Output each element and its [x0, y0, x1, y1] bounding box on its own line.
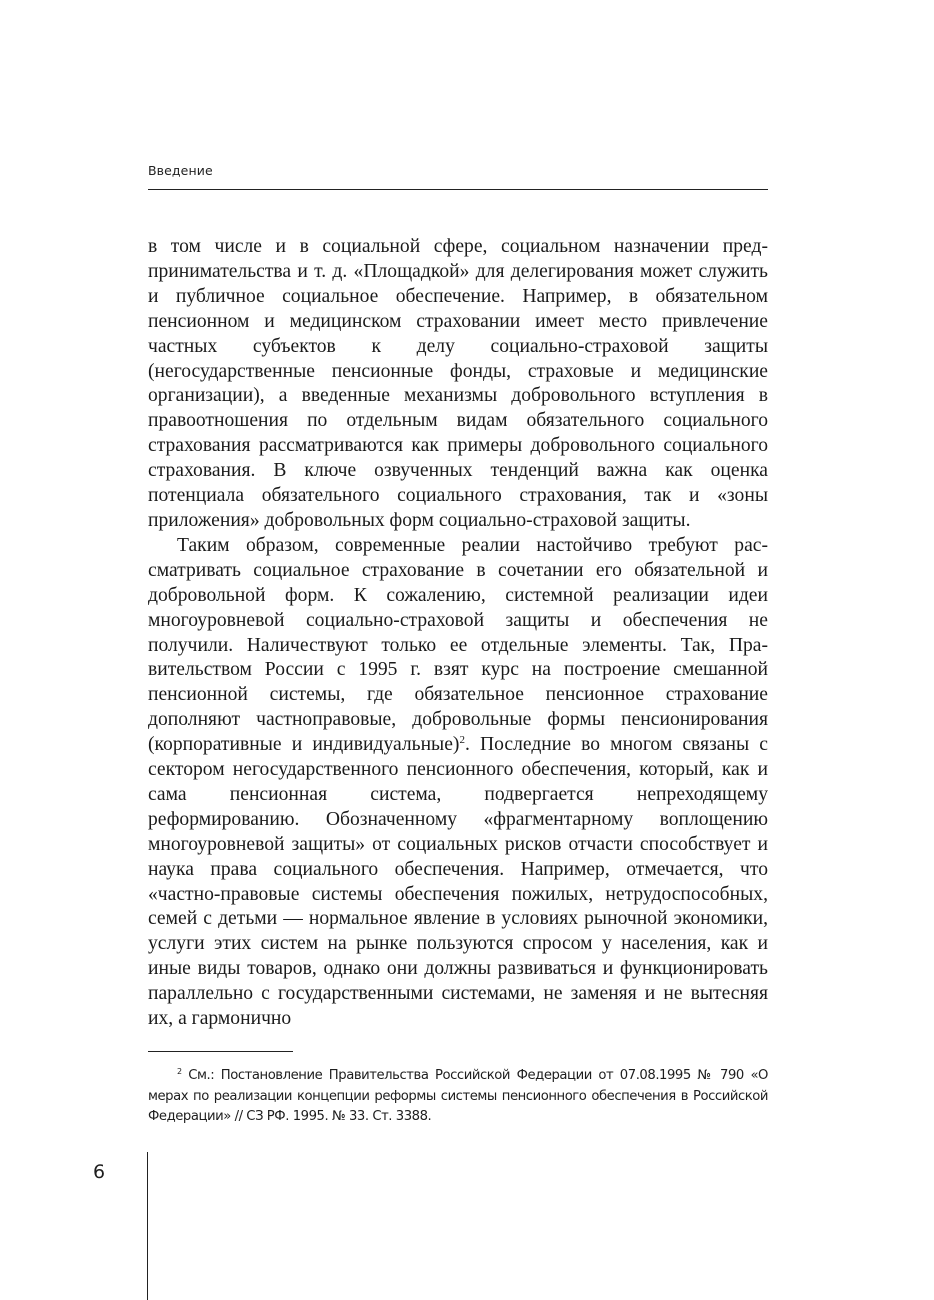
running-header-title: Введение — [148, 163, 213, 178]
header-divider — [148, 189, 768, 190]
margin-vertical-rule — [147, 1152, 148, 1300]
paragraph-2-part-2: . Последние во многом связаны с сектором негосударственного пенсионного обеспечения, который, как и сама пенсионная система, подвергается непреходящему реформированию. Обозначенному «фрагментарному воплощению многоуровневой защиты» от социальных рисков отчасти способствует и наука права социального обеспечения. Например, отмечается, что «частно-правовые системы обеспечения пожилых, нетрудоспособных, семей с детьми — нормальное явление в условиях рыночной экономики, услуги этих систем на рынке пользуются спросом у населения, как и иные виды товаров, однако они должны развиваться и функционировать параллельно с государственными системами, не заменяя и не вытесняя их, а гармонично — [148, 734, 768, 1030]
footnote-divider — [148, 1051, 293, 1052]
footnote-text: См.: Постановление Правительства Российской Федерации от 07.08.1995 № 790 «О мерах по реализации концепции реформы системы пенсионного обеспечения в Российской Федерации» // СЗ РФ. 1995. № 33. Ст. 3388. — [148, 1068, 768, 1124]
footnote-number: 2 — [177, 1067, 182, 1076]
body-text — [148, 235, 768, 1032]
paragraph-2 — [148, 534, 768, 1032]
footnote-reference[interactable]: 2 — [459, 734, 465, 747]
footnote — [148, 1066, 768, 1128]
paragraph-2-part-1: Таким образом, современные реалии настойчиво требуют рассматривать социальное страхование в сочетании его обязательной и добровольной форм. К сожалению, системной реализации идеи многоуровневой социально-страховой защиты и обеспечения не получили. Наличествуют только ее отдельные элементы. Так, Правительством России с 1995 г. взят курс на построение смешанной пенсионной системы, где обязательное пенсионное страхование дополняют частноправовые, добровольные формы пенсионирования (корпоративные и индивидуальные) — [148, 534, 768, 756]
paragraph-1: в том числе и в социальной сфере, социальном назначении предпринимательства и т. д. «Площадкой» для делегирования может служить и публичное социальное обеспечение. Например, в обязательном пенсионном и медицинском страховании имеет место привлечение частных субъектов к делу социально-страховой защиты (негосударственные пенсионные фонды, страховые и медицинские организации), а введенные механизмы добровольного вступления в правоотношения по отдельным видам обязательного социального страхования рассматриваются как примеры добровольного социального страхования. В ключе озвученных тенденций важна как оценка потенциала обязательного социального страхования, так и «зоны приложения» добровольных форм социально-страховой защиты. — [148, 236, 768, 531]
page-number: 6 — [93, 1161, 106, 1183]
